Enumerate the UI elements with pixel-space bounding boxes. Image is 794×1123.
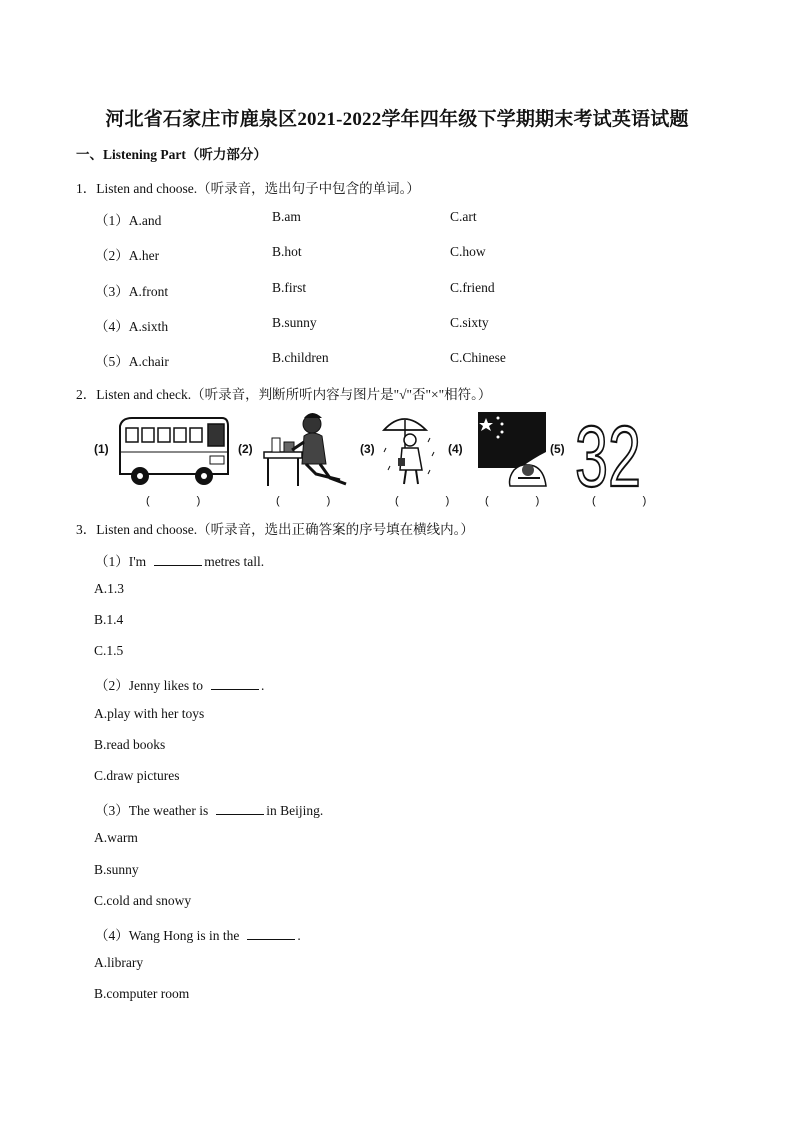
q3-3-option-b: B.sunny xyxy=(94,862,139,877)
q3-sentence-4 xyxy=(95,924,301,944)
q3-2-option-a: A.play with her toys xyxy=(94,706,205,721)
bus-picture xyxy=(114,412,232,490)
q1-item-1-b: B.am xyxy=(272,209,301,224)
eating-person-picture xyxy=(260,408,352,490)
umbrella-child-picture xyxy=(380,408,440,490)
q1-item-5-c: C.Chinese xyxy=(450,350,506,365)
q3-sentence-2-start: （2）Jenny likes to xyxy=(95,678,203,693)
answer-blank-2[interactable] xyxy=(211,678,259,690)
q3-4-option-a: A.library xyxy=(94,955,144,970)
q1-item-3-b: B.first xyxy=(272,280,307,295)
answer-paren-4: ( ) xyxy=(485,495,558,507)
q3-1-option-b: B.1.4 xyxy=(94,612,124,627)
q1-item-1-a: （1）A.and xyxy=(95,213,162,228)
q1-item-4-b: B.sunny xyxy=(272,315,317,330)
q3-sentence-1-start: （1）I'm xyxy=(95,554,147,569)
q3-sentence-3-end: in Beijing. xyxy=(266,803,324,818)
document-title: 河北省石家庄市鹿泉区2021-2022学年四年级下学期期末考试英语试题 xyxy=(105,109,689,130)
q1-item-5-a: （5）A.chair xyxy=(95,354,169,369)
q3-1-option-c: C.1.5 xyxy=(94,643,124,658)
q1-item-3-c: C.friend xyxy=(450,280,495,295)
picture-label-2: (2) xyxy=(238,442,253,456)
picture-label-5: (5) xyxy=(550,442,565,456)
q3-3-option-a: A.warm xyxy=(94,830,138,845)
q3-4-option-b: B.computer room xyxy=(94,986,190,1001)
q3-sentence-4-end: . xyxy=(297,928,301,943)
q3-2-option-c: C.draw pictures xyxy=(94,768,180,783)
section-heading: 一、Listening Part（听力部分） xyxy=(76,147,267,162)
q3-sentence-2 xyxy=(95,674,264,694)
answer-paren-2: ( ) xyxy=(276,495,349,507)
flag-picture xyxy=(474,408,550,490)
q1-item-5-b: B.children xyxy=(272,350,329,365)
answer-paren-5: ( ) xyxy=(592,495,665,507)
picture-label-3: (3) xyxy=(360,442,375,456)
q3-sentence-3-start: （3）The weather is xyxy=(95,803,209,818)
picture-strip xyxy=(92,404,665,508)
q3-sentence-3 xyxy=(95,799,323,819)
q3-2-option-b: B.read books xyxy=(94,737,166,752)
answer-paren-1: ( ) xyxy=(146,495,219,507)
q1-item-2-c: C.how xyxy=(450,244,486,259)
q1-item-2-a: （2）A.her xyxy=(95,248,160,263)
q1-item-1-c: C.art xyxy=(450,209,477,224)
picture-label-1: (1) xyxy=(94,442,109,456)
answer-blank-1[interactable] xyxy=(154,554,202,566)
question-3-prompt: 3．Listen and choose.（听录音，选出正确答案的序号填在横线内。） xyxy=(76,522,474,537)
q1-item-4-c: C.sixty xyxy=(450,315,489,330)
number-32-text: 32 xyxy=(575,409,641,494)
picture-label-4: (4) xyxy=(448,442,463,456)
q3-sentence-1-end: metres tall. xyxy=(204,554,265,569)
question-1-prompt: 1．Listen and choose.（听录音，选出句子中包含的单词。） xyxy=(76,181,420,196)
question-2-prompt: 2．Listen and check.（听录音，判断所听内容与图片是"√"否"×"相符。） xyxy=(76,387,492,402)
q1-item-2-b: B.hot xyxy=(272,244,302,259)
q3-sentence-2-end: . xyxy=(261,678,265,693)
number-32-picture xyxy=(574,404,644,494)
answer-blank-4[interactable] xyxy=(247,928,295,940)
q1-item-4-a: （4）A.sixth xyxy=(95,319,169,334)
q3-3-option-c: C.cold and snowy xyxy=(94,893,192,908)
q3-sentence-1 xyxy=(95,550,264,570)
answer-paren-3: ( ) xyxy=(395,495,468,507)
q3-1-option-a: A.1.3 xyxy=(94,581,124,596)
q3-sentence-4-start: （4）Wang Hong is in the xyxy=(95,928,240,943)
q1-item-3-a: （3）A.front xyxy=(95,284,169,299)
answer-blank-3[interactable] xyxy=(216,803,264,815)
